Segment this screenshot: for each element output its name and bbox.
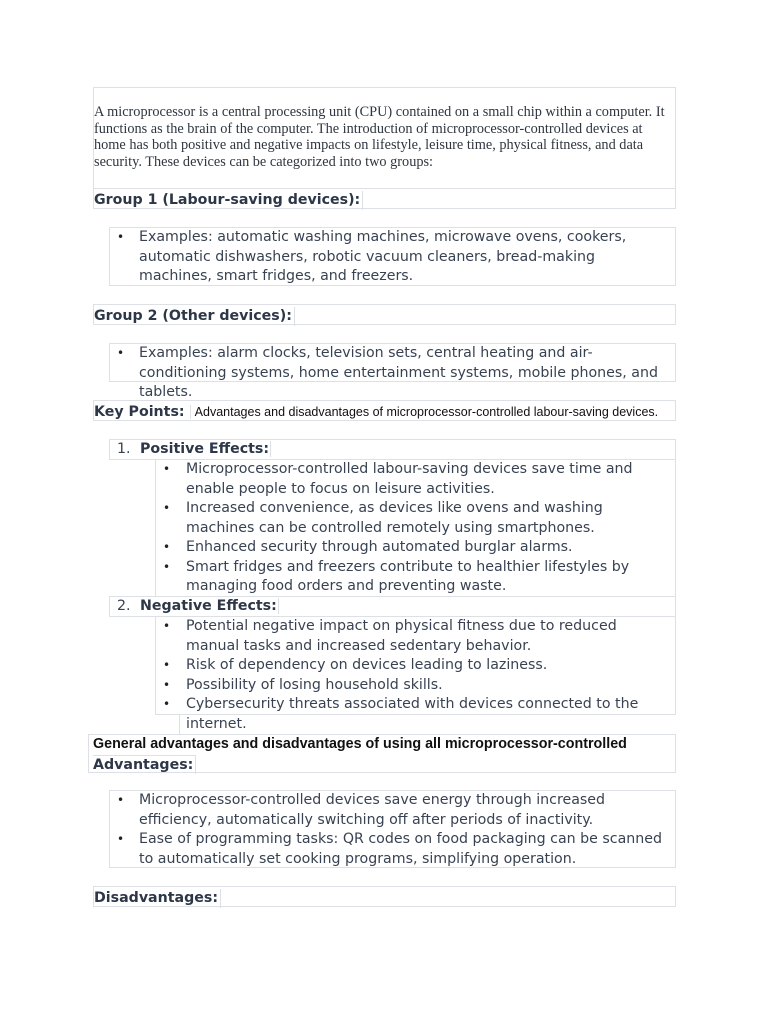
group2-heading-row — [93, 304, 676, 325]
group2-examples-list — [109, 343, 676, 400]
key-points-row — [93, 400, 676, 421]
list-item: • Enhanced security through automated burglar alarms. — [156, 538, 675, 558]
positive-effects-number: 1. — [117, 441, 131, 457]
advantages-list — [109, 790, 676, 868]
key-points-label: Key Points: — [94, 404, 185, 420]
negative-effects-number: 2. — [117, 598, 131, 614]
negative-effects-heading: Negative Effects: — [140, 598, 277, 614]
list-item: • Cybersecurity threats associated with devices connected to the internet. — [156, 695, 675, 734]
disadvantages-heading: Disadvantages: — [94, 889, 221, 908]
list-item: • Possibility of losing household skills. — [156, 676, 675, 696]
disadvantages-heading-row — [93, 886, 676, 907]
group1-heading: Group 1 (Labour-saving devices): — [94, 191, 363, 210]
advantages-heading: Advantages: — [93, 755, 196, 774]
negative-effects-list — [155, 616, 676, 732]
list-item: • Ease of programming tasks: QR codes on food packaging can be scanned to automatically set cooking programs, simplifying operation. — [110, 830, 675, 869]
positive-effects-heading: Positive Effects: — [140, 441, 270, 457]
list-item: • Potential negative impact on physical fitness due to reduced manual tasks and increased sedentary behavior. — [156, 617, 675, 656]
list-item: • Increased convenience, as devices like ovens and washing machines can be controlled remotely using smartphones. — [156, 499, 675, 538]
intro-text: A microprocessor is a central processing unit (CPU) contained on a small chip within a computer. It functions as the brain of the computer. The introduction of microprocessor-controlled devices at home has both positive and negative impacts on lifestyle, leisure time, physical fitness, and data security. These devices can be categorized into two groups: — [94, 104, 665, 170]
group2-heading: Group 2 (Other devices): — [94, 307, 295, 326]
list-item: • Risk of dependency on devices leading to laziness. — [156, 656, 675, 676]
negative-effects-heading-row — [109, 596, 676, 617]
divider — [179, 714, 180, 734]
list-item: • Microprocessor-controlled labour-saving devices save time and enable people to focus on leisure activities. — [156, 460, 675, 499]
list-item: • Microprocessor-controlled devices save energy through increased efficiency, automatically switching off after periods of inactivity. — [110, 791, 675, 830]
positive-effects-heading-row — [109, 439, 676, 460]
key-points-text: Advantages and disadvantages of microprocessor-controlled labour-saving devices. — [190, 405, 658, 419]
list-item: • Smart fridges and freezers contribute to healthier lifestyles by managing food orders and preventing waste. — [156, 558, 675, 597]
general-section-heading — [88, 734, 676, 773]
group1-examples-list — [109, 227, 676, 286]
list-item: • Examples: alarm clocks, television sets, central heating and air-conditioning systems, home entertainment systems, mobile phones, and tablets. — [110, 344, 675, 403]
group1-heading-row — [93, 188, 676, 209]
list-item: • Examples: automatic washing machines, microwave ovens, cookers, automatic dishwashers, robotic vacuum cleaners, bread-making machines, smart fridges, and freezers. — [110, 228, 675, 287]
general-title: General advantages and disadvantages of using all microprocessor-controlled — [93, 736, 627, 752]
positive-effects-list — [155, 459, 676, 597]
